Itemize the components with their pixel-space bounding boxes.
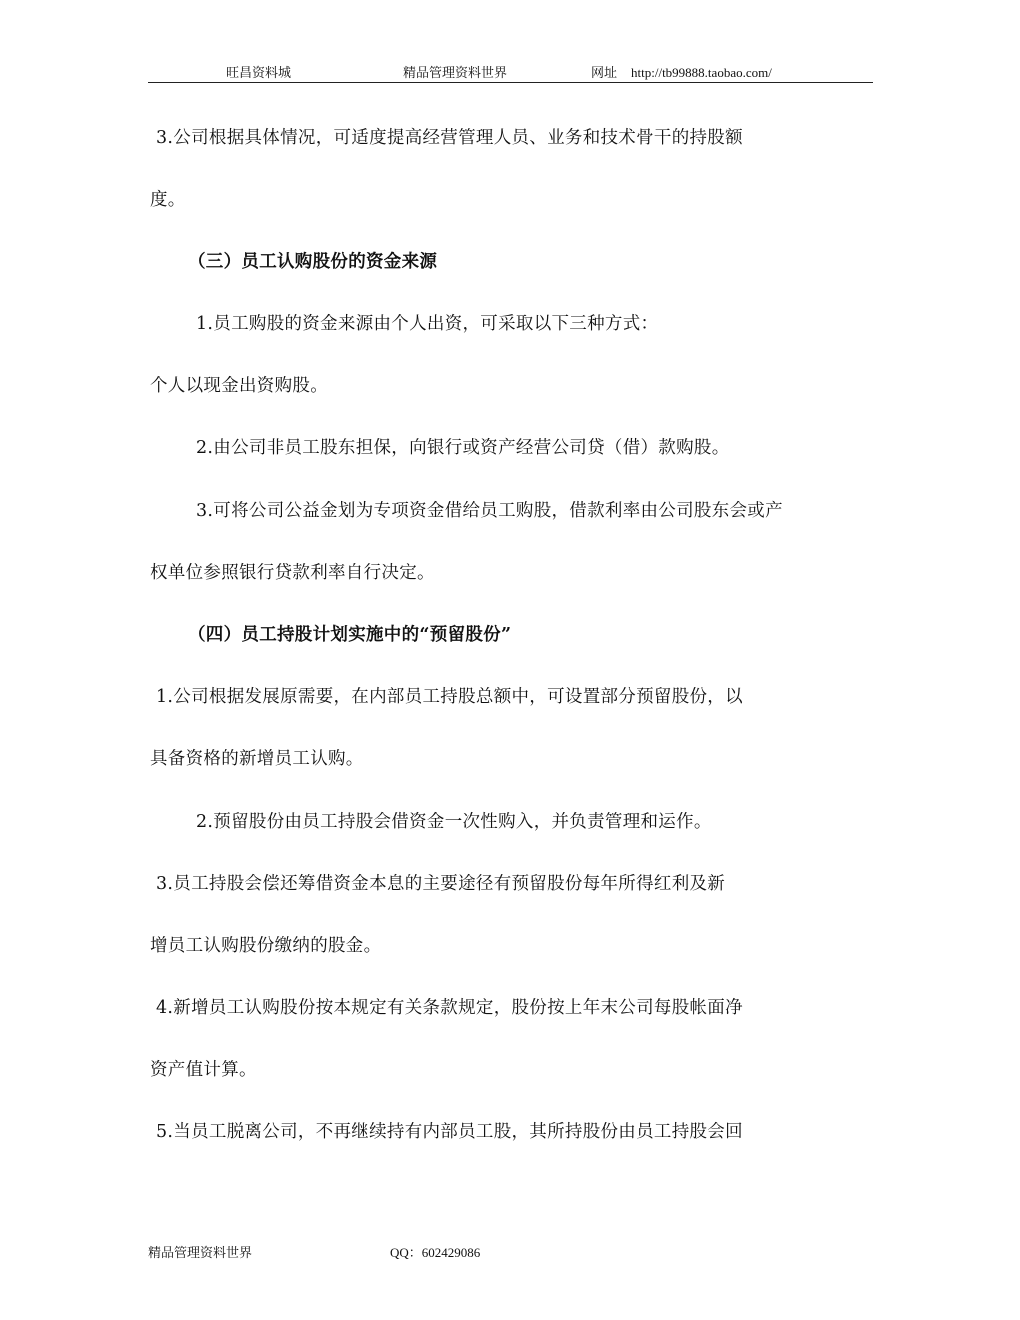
header-url-link[interactable]: http://tb99888.taobao.com/ [631, 65, 772, 80]
paragraph-line: 3.公司根据具体情况，可适度提高经营管理人员、业务和技术骨干的持股额 [156, 128, 743, 148]
paragraph-line: 具备资格的新增员工认购。 [150, 749, 364, 769]
footer-qq-contact: QQ：602429086 [390, 1245, 481, 1260]
section-heading: （三）员工认购股份的资金来源 [188, 252, 438, 272]
paragraph-line: 1.员工购股的资金来源由个人出资，可采取以下三种方式： [196, 314, 659, 334]
paragraph-line: 2.预留股份由员工持股会借资金一次性购入，并负责管理和运作。 [196, 812, 712, 832]
header-site-name: 旺昌资料城 [226, 66, 292, 81]
header-tagline: 精品管理资料世界 [403, 66, 508, 81]
paragraph-line: 4.新增员工认购股份按本规定有关条款规定，股份按上年末公司每股帐面净 [156, 998, 743, 1018]
paragraph-line: 1.公司根据发展原需要，在内部员工持股总额中，可设置部分预留股份，以 [156, 687, 743, 707]
page-footer [148, 1242, 481, 1261]
paragraph-line: 5.当员工脱离公司，不再继续持有内部员工股，其所持股份由员工持股会回 [156, 1122, 743, 1142]
paragraph-line: 度。 [150, 190, 186, 210]
paragraph-line: 个人以现金出资购股。 [150, 376, 328, 396]
section-heading: （四）员工持股计划实施中的“预留股份” [188, 625, 512, 645]
footer-site-name: 精品管理资料世界 [148, 1246, 253, 1261]
paragraph-line: 2.由公司非员工股东担保，向银行或资产经营公司贷（借）款购股。 [196, 438, 730, 458]
paragraph-line: 3.员工持股会偿还筹借资金本息的主要途径有预留股份每年所得红利及新 [156, 874, 726, 894]
paragraph-line: 资产值计算。 [150, 1060, 257, 1080]
paragraph-line: 增员工认购股份缴纳的股金。 [150, 936, 382, 956]
paragraph-line: 权单位参照银行贷款利率自行决定。 [150, 563, 435, 583]
paragraph-line: 3.可将公司公益金划为专项资金借给员工购股，借款利率由公司股东会或产 [196, 501, 783, 521]
header-url-label: 网址 [591, 66, 618, 81]
